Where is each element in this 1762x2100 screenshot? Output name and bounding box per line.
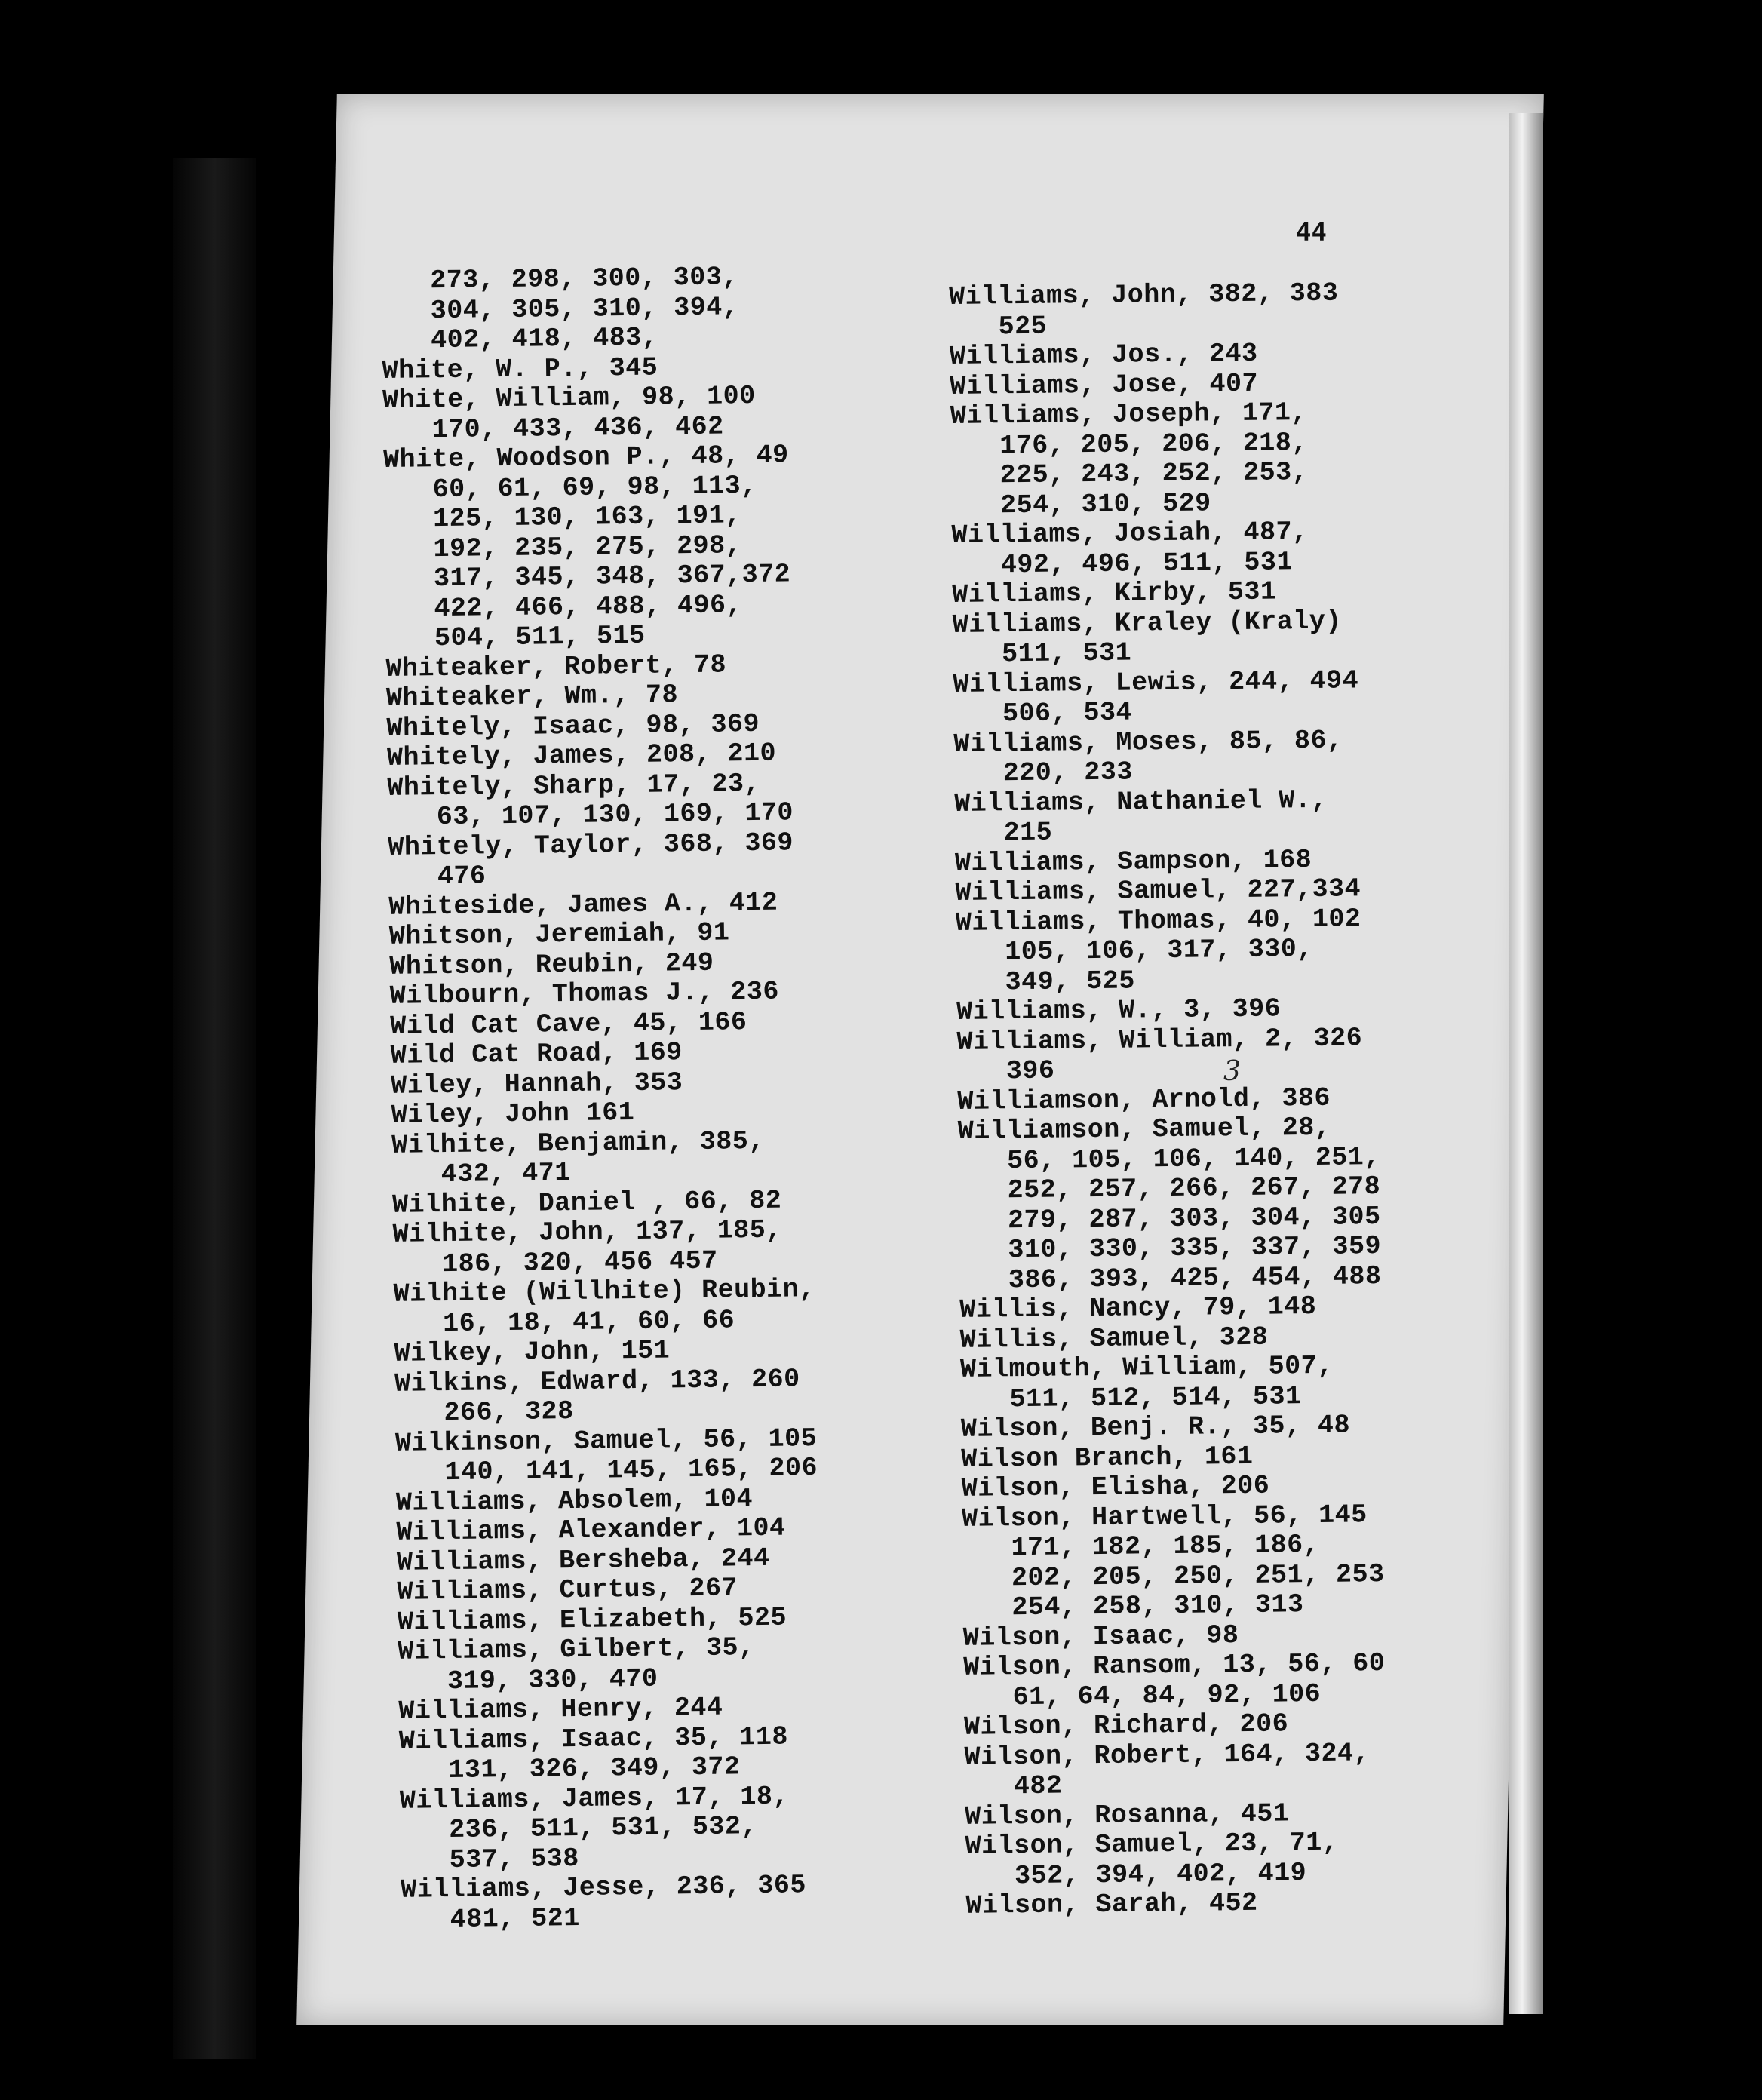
index-entry-continuation: 125, 130, 163, 191, [432,500,741,535]
index-entry: Williams, Alexander, 104 [396,1512,786,1548]
index-entry: Williams, Nathaniel W., [954,784,1328,819]
index-entry-continuation: 63, 107, 130, 169, 170 [436,797,794,833]
index-entry-continuation: 511, 531 [1001,637,1132,670]
index-entry-continuation: 273, 298, 300, 303, [429,262,739,296]
index-entry-continuation: 476 [437,861,487,892]
index-entry: Williams, W., 3, 396 [956,993,1282,1027]
index-entry-continuation: 215 [1003,817,1053,849]
index-entry: Wilson, Isaac, 98 [962,1620,1239,1653]
index-entry-continuation: 252, 257, 266, 267, 278 [1007,1171,1381,1206]
index-entry-continuation: 396 [1005,1055,1055,1087]
index-entry: Williams, Sampson, 168 [954,844,1312,879]
index-entry-continuation: 481, 521 [450,1902,581,1935]
index-entry: Wilson, Ransom, 13, 56, 60 [963,1648,1386,1683]
index-entry: Wilhite, Benjamin, 385, [391,1125,766,1161]
index-entry: Williams, John, 382, 383 [948,278,1339,312]
index-entry-continuation: 61, 64, 84, 92, 106 [1012,1678,1322,1712]
index-entry: Wilkins, Edward, 133, 260 [394,1363,800,1399]
index-entry: Whiteside, James A., 412 [388,887,778,923]
index-entry: Williams, Thomas, 40, 102 [955,903,1361,938]
index-entry: Whitson, Reubin, 249 [389,947,714,982]
index-entry-continuation: 170, 433, 436, 462 [431,410,724,445]
index-entry-continuation: 140, 141, 145, 165, 206 [444,1453,818,1488]
index-entry: Williams, Absolem, 104 [395,1483,754,1518]
index-entry-continuation: 254, 258, 310, 313 [1011,1589,1304,1623]
index-entry-continuation: 506, 534 [1002,697,1133,729]
index-entry-continuation: 422, 466, 488, 496, [434,589,743,624]
index-entry: Whitely, Taylor, 368, 369 [388,827,794,863]
index-entry: Wilson, Benj. R., 35, 48 [960,1410,1351,1445]
index-entry: Williams, Henry, 244 [398,1692,723,1727]
index-entry: Williams, Jose, 407 [950,368,1259,402]
index-entry-continuation: 186, 320, 456 457 [441,1245,718,1279]
index-entry: Whitson, Jeremiah, 91 [388,917,730,952]
index-entry: Wilson, Rosanna, 451 [965,1798,1290,1832]
index-entry: Williams, Curtus, 267 [397,1573,738,1607]
handwritten-note: 3 [1223,1056,1241,1087]
index-entry-continuation: 537, 538 [449,1843,580,1875]
book-binding-shadow [173,158,256,2059]
index-entry: Williamson, Arnold, 386 [957,1082,1331,1117]
index-entry-continuation: 511, 512, 514, 531 [1009,1380,1302,1414]
index-entry: Wilson, Robert, 164, 324, [964,1737,1371,1773]
index-entry: Wilson, Richard, 206 [963,1709,1289,1742]
index-entry: Wilhite, John, 137, 185, [392,1214,782,1250]
index-entry: White, Woodson P., 48, 49 [382,440,789,475]
index-entry-continuation: 254, 310, 529 [999,487,1211,520]
index-column-left [381,262,824,1936]
index-entry: Wilson Branch, 161 [961,1441,1254,1475]
index-entry: Willis, Samuel, 328 [959,1322,1269,1355]
index-entry-continuation: 402, 418, 483, [430,322,658,356]
index-entry: Williams, Jos., 243 [949,338,1258,372]
index-entry: Wilson, Elisha, 206 [961,1470,1270,1504]
index-entry: White, William, 98, 100 [382,380,756,416]
index-entry-continuation: 16, 18, 41, 60, 66 [442,1304,735,1339]
index-entry: Williams, Kirby, 531 [952,576,1277,610]
index-entry: Wilson, Samuel, 23, 71, [965,1827,1339,1862]
index-entry-continuation: 131, 326, 349, 372 [448,1752,741,1786]
page-edge [1509,113,1543,2014]
index-entry-continuation: 279, 287, 303, 304, 305 [1007,1201,1381,1236]
index-entry: White, W. P., 345 [382,352,658,386]
index-entry-continuation: 386, 393, 425, 454, 488 [1008,1260,1382,1295]
index-column-right [949,278,1388,1921]
index-entry: Williams, Gilbert, 35, [398,1632,755,1667]
index-entry: Wilkinson, Samuel, 56, 105 [394,1423,818,1459]
index-entry: Williams, Moses, 85, 86, [953,725,1343,760]
index-entry-continuation: 504, 511, 515 [434,620,646,654]
index-entry: Williams, Jesse, 236, 365 [401,1870,807,1905]
index-entry: Wilson, Hartwell, 56, 145 [961,1499,1368,1534]
index-entry-continuation: 266, 328 [444,1395,574,1429]
index-entry: Williams, James, 17, 18, [399,1781,790,1816]
index-entry-continuation: 349, 525 [1005,965,1135,997]
index-entry: Williams, Lewis, 244, 494 [953,665,1359,700]
index-entry: Wilkey, John, 151 [394,1335,671,1369]
index-entry-continuation: 525 [998,311,1048,342]
page-number: 44 [1296,217,1327,247]
index-entry-continuation: 304, 305, 310, 394, [430,291,739,326]
index-entry-continuation: 220, 233 [1002,757,1134,789]
index-entry: Whitely, Isaac, 98, 369 [386,708,760,744]
index-entry: Williams, Elizabeth, 525 [397,1602,787,1638]
index-entry: Wilmouth, William, 507, [959,1350,1334,1385]
index-entry: Willis, Nancy, 79, 148 [959,1291,1317,1325]
index-entry-continuation: 319, 330, 470 [447,1663,658,1696]
index-entry: Williams, Josiah, 487, [951,517,1309,551]
index-entry: Wild Cat Road, 169 [390,1037,683,1071]
index-entry-continuation: 225, 243, 252, 253, [999,457,1309,491]
index-entry-continuation: 192, 235, 275, 298, [433,530,742,564]
index-entry: Whiteaker, Robert, 78 [385,649,727,684]
index-entry: Whitely, James, 208, 210 [386,738,777,773]
index-entry-continuation: 317, 345, 348, 367,372 [433,559,791,594]
index-entry-continuation: 432, 471 [440,1158,571,1190]
index-entry: Williams, Joseph, 171, [950,398,1308,431]
index-entry: Williams, William, 2, 326 [956,1022,1363,1058]
index-entry: Wilson, Sarah, 452 [965,1887,1258,1921]
index-entry-continuation: 310, 330, 335, 337, 359 [1008,1231,1382,1266]
index-entry: Williams, Bersheba, 244 [396,1543,770,1578]
index-entry: Wiley, John 161 [391,1097,635,1131]
index-entry: Williams, Samuel, 227,334 [955,873,1361,908]
index-entry-continuation: 236, 511, 531, 532, [449,1811,758,1846]
index-entry: Wilhite (Willhite) Reubin, [393,1274,815,1309]
index-entry: Wilhite, Daniel , 66, 82 [391,1185,782,1220]
index-entry-continuation: 202, 205, 250, 251, 253 [1011,1558,1385,1593]
index-entry: Williamson, Samuel, 28, [957,1112,1331,1147]
index-entry: Williams, Isaac, 35, 118 [398,1721,789,1757]
index-entry: Williams, Kraley (Kraly) [952,606,1343,640]
index-entry-continuation: 492, 496, 511, 531 [1000,546,1294,580]
index-entry-continuation: 105, 106, 317, 330, [1005,933,1314,968]
index-entry-continuation: 171, 182, 185, 186, [1011,1529,1320,1564]
index-entry: Whiteaker, Wm., 78 [385,680,679,714]
index-entry: Whitely, Sharp, 17, 23, [387,768,761,803]
index-entry-continuation: 352, 394, 402, 419 [1014,1857,1307,1891]
index-entry: Wiley, Hannah, 353 [391,1067,683,1101]
index-entry-continuation: 176, 205, 206, 218, [999,427,1309,461]
index-entry-continuation: 56, 105, 106, 140, 251, [1006,1141,1380,1176]
index-entry: Wilbourn, Thomas J., 236 [389,976,780,1012]
index-entry-continuation: 60, 61, 69, 98, 113, [432,470,757,505]
index-entry-continuation: 482 [1013,1770,1063,1802]
index-entry: Wild Cat Cave, 45, 166 [390,1006,747,1042]
